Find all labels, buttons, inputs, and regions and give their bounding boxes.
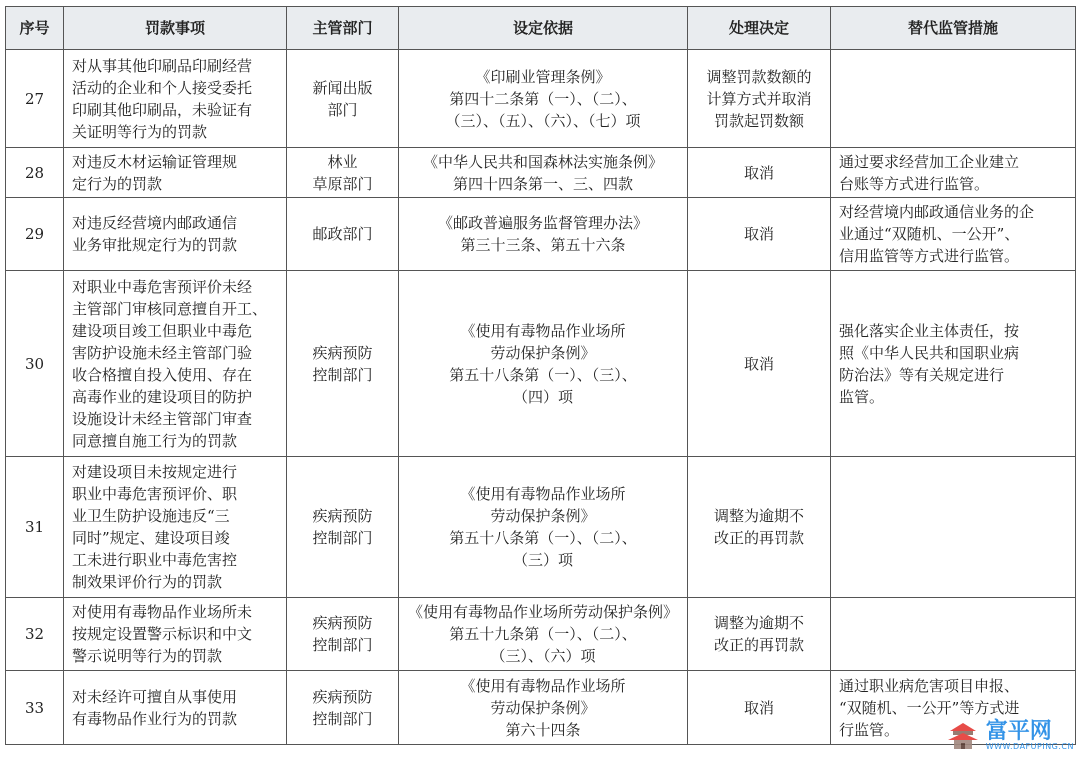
cell-basis-line: 《使用有毒物品作业场所 [460, 485, 626, 503]
cell-item-line: 主管部门审核同意擅自开工、 [72, 299, 268, 318]
cell-no: 33 [6, 671, 64, 745]
cell-basis-line: 《使用有毒物品作业场所 [460, 676, 626, 695]
table-row [6, 457, 1076, 598]
cell-item-line: 对违反木材运输证管理规 [72, 152, 238, 171]
cell-basis-line: 《使用有毒物品作业场所劳动保护条例》 [407, 603, 678, 621]
cell-decision-line: 取消 [743, 163, 774, 182]
cell-decision-line: 调整为逾期不 [713, 507, 804, 525]
cell-decision-line: 取消 [743, 225, 774, 243]
cell-item [64, 148, 287, 198]
cell-dept-line: 控制部门 [312, 709, 373, 728]
cell-item-line: 建设项目竣工但职业中毒危 [72, 321, 253, 340]
cell-basis [399, 671, 688, 745]
cell-item-line: 对建设项目未按规定进行 [72, 463, 238, 481]
cell-dept-line: 控制部门 [312, 365, 373, 384]
cell-no: 32 [6, 598, 64, 671]
cell-basis-line: 第四十二条第（一）、（二）、 [449, 89, 637, 108]
cell-basis-line: （三）、（六）项 [490, 647, 596, 665]
table-row [6, 598, 1076, 671]
cell-basis-line: 第六十四条 [505, 720, 581, 739]
cell-basis-line: 劳动保护条例》 [490, 698, 596, 717]
penalty-table [5, 6, 1076, 745]
cell-dept-line: 新闻出版 [312, 78, 373, 97]
cell-alt-line: 信用监管等方式进行监管。 [839, 247, 1020, 265]
cell-alt-line: 对经营境内邮政通信业务的企 [839, 203, 1035, 221]
cell-dept [287, 148, 399, 198]
header-basis: 设定依据 [399, 7, 688, 50]
cell-basis [399, 598, 688, 671]
cell-basis-line: 第五十九条第（一）、（二）、 [449, 625, 637, 643]
cell-basis [399, 50, 688, 148]
cell-item-line: 对违反经营境内邮政通信 [72, 214, 238, 232]
cell-basis-line: 第四十四条第一、三、四款 [452, 174, 633, 193]
cell-dept-line: 疾病预防 [312, 614, 373, 632]
cell-decision-line: 罚款起罚数额 [713, 111, 804, 130]
cell-item-line: 设施设计未经主管部门审查 [72, 409, 253, 428]
cell-basis-line: 第五十八条第（一）、（三）、 [449, 365, 637, 384]
cell-item [64, 598, 287, 671]
cell-basis-line: 《使用有毒物品作业场所 [460, 321, 626, 340]
cell-basis [399, 457, 688, 598]
cell-alt-line: 通过职业病危害项目申报、 [839, 676, 1020, 695]
cell-basis [399, 271, 688, 457]
cell-item-line: 对使用有毒物品作业场所未 [72, 603, 253, 621]
cell-basis-line: 第五十八条第（一）、（二）、 [449, 529, 637, 547]
cell-no: 31 [6, 457, 64, 598]
cell-alt-line: 通过要求经营加工企业建立 [839, 152, 1020, 171]
table-row [6, 148, 1076, 198]
cell-item [64, 457, 287, 598]
cell-basis-line: （三）、（五）、（六）、（七）项 [445, 111, 641, 130]
cell-dept [287, 271, 399, 457]
cell-decision-line: 改正的再罚款 [713, 636, 804, 654]
cell-basis-line: （三）项 [512, 551, 573, 569]
cell-item-line: 有毒物品作业行为的罚款 [72, 709, 238, 728]
header-row [6, 7, 1076, 50]
cell-alt [831, 598, 1076, 671]
cell-basis-line: 《邮政普遍服务监督管理办法》 [437, 214, 648, 232]
cell-item-line: 定行为的罚款 [72, 174, 163, 193]
pagoda-logo-icon [946, 721, 980, 751]
header-item: 罚款事项 [64, 7, 287, 50]
cell-decision-line: 计算方式并取消 [706, 89, 812, 108]
cell-no: 27 [6, 50, 64, 148]
cell-item-line: 对未经许可擅自从事使用 [72, 687, 238, 706]
cell-item-line: 同时”规定、建设项目竣 [72, 529, 230, 547]
cell-alt-line: 防治法》等有关规定进行 [839, 365, 1005, 384]
cell-alt [831, 148, 1076, 198]
cell-dept [287, 671, 399, 745]
cell-dept-line: 林业 [327, 152, 358, 171]
cell-dept-line: 部门 [327, 100, 358, 119]
watermark-sub: WWW.DAFUPING.CN [985, 742, 1074, 751]
cell-item [64, 671, 287, 745]
cell-basis-line: 第三十三条、第五十六条 [460, 236, 626, 254]
cell-basis-line: （四）项 [512, 387, 573, 406]
cell-item-line: 业卫生防护设施违反“三 [72, 507, 230, 525]
cell-decision [688, 50, 831, 148]
watermark-main: 富平网 [985, 719, 1052, 744]
cell-alt-line: 照《中华人民共和国职业病 [839, 343, 1020, 362]
table-row [6, 671, 1076, 745]
cell-item-line: 警示说明等行为的罚款 [72, 647, 223, 665]
cell-item-line: 印刷其他印刷品，未验证有 [72, 100, 253, 119]
cell-item-line: 业务审批规定行为的罚款 [72, 236, 238, 254]
cell-alt-line: “双随机、一公开”等方式进 [839, 698, 1020, 717]
cell-decision-line: 取消 [743, 698, 774, 717]
cell-item-line: 对从事其他印刷品印刷经营 [72, 56, 253, 75]
cell-decision [688, 457, 831, 598]
header-dept: 主管部门 [287, 7, 399, 50]
cell-decision-line: 调整罚款数额的 [706, 67, 812, 86]
cell-decision-line: 改正的再罚款 [713, 529, 804, 547]
cell-alt-line: 行监管。 [839, 720, 900, 739]
cell-decision [688, 271, 831, 457]
cell-dept [287, 198, 399, 271]
cell-item-line: 工未进行职业中毒危害控 [72, 551, 238, 569]
cell-item-line: 对职业中毒危害预评价未经 [72, 277, 253, 296]
cell-no: 29 [6, 198, 64, 271]
cell-alt [831, 457, 1076, 598]
cell-dept-line: 草原部门 [312, 174, 373, 193]
cell-dept-line: 疾病预防 [312, 687, 373, 706]
cell-decision-line: 取消 [743, 354, 774, 373]
table-row [6, 271, 1076, 457]
cell-item-line: 职业中毒危害预评价、职 [72, 485, 238, 503]
header-no: 序号 [6, 7, 64, 50]
cell-decision [688, 198, 831, 271]
cell-basis [399, 198, 688, 271]
cell-decision [688, 598, 831, 671]
cell-alt-line: 业通过“双随机、一公开”、 [839, 225, 1020, 243]
cell-item [64, 271, 287, 457]
cell-dept-line: 控制部门 [312, 636, 373, 654]
header-decision: 处理决定 [688, 7, 831, 50]
cell-alt [831, 50, 1076, 148]
cell-item [64, 50, 287, 148]
cell-item-line: 关证明等行为的罚款 [72, 122, 208, 141]
cell-alt-line: 监管。 [839, 387, 885, 406]
cell-item-line: 制效果评价行为的罚款 [72, 573, 223, 591]
cell-basis-line: 《中华人民共和国森林法实施条例》 [422, 152, 663, 171]
cell-item-line: 高毒作业的建设项目的防护 [72, 387, 253, 406]
cell-item-line: 按规定设置警示标识和中文 [72, 625, 253, 643]
cell-dept [287, 457, 399, 598]
cell-alt [831, 271, 1076, 457]
cell-item-line: 害防护设施未经主管部门验 [72, 343, 253, 362]
table-row [6, 50, 1076, 148]
cell-decision [688, 671, 831, 745]
cell-alt-line: 台账等方式进行监管。 [839, 174, 990, 193]
cell-dept [287, 50, 399, 148]
cell-basis [399, 148, 688, 198]
cell-decision-line: 调整为逾期不 [713, 614, 804, 632]
cell-dept-line: 邮政部门 [312, 225, 373, 243]
cell-alt [831, 198, 1076, 271]
cell-dept-line: 疾病预防 [312, 507, 373, 525]
cell-item-line: 活动的企业和个人接受委托 [72, 78, 253, 97]
cell-item-line: 收合格擅自投入使用、存在 [72, 365, 253, 384]
cell-no: 28 [6, 148, 64, 198]
cell-basis-line: 《印刷业管理条例》 [475, 67, 611, 86]
cell-dept-line: 疾病预防 [312, 343, 373, 362]
cell-item-line: 同意擅自施工行为的罚款 [72, 431, 238, 450]
cell-decision [688, 148, 831, 198]
header-alt: 替代监管措施 [831, 7, 1076, 50]
cell-item [64, 198, 287, 271]
cell-dept-line: 控制部门 [312, 529, 373, 547]
cell-alt-line: 强化落实企业主体责任，按 [839, 321, 1020, 340]
table-row [6, 198, 1076, 271]
cell-no: 30 [6, 271, 64, 457]
cell-basis-line: 劳动保护条例》 [490, 507, 596, 525]
watermark [946, 721, 1074, 751]
cell-dept [287, 598, 399, 671]
table-body [6, 50, 1076, 745]
cell-basis-line: 劳动保护条例》 [490, 343, 596, 362]
